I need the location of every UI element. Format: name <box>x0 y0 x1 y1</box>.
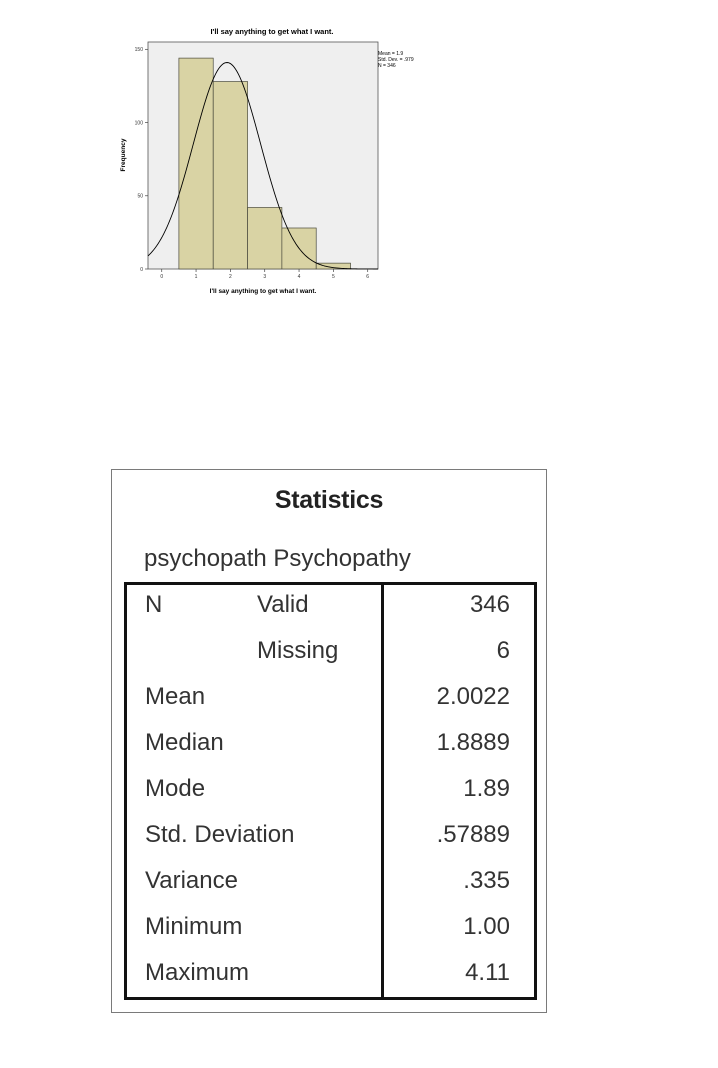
legend-n: N = 346 <box>378 63 396 69</box>
legend-std-dev: Std. Dev. = .979 <box>378 57 414 63</box>
legend <box>378 51 414 69</box>
row-label: Maximum <box>145 959 250 986</box>
row-label: Mode <box>145 775 206 802</box>
table-row <box>127 729 534 775</box>
table-row <box>127 591 534 637</box>
row-label: Median <box>145 729 224 756</box>
histogram-chart <box>105 22 440 300</box>
row-value: 1.89 <box>463 775 510 802</box>
statistics-table-panel <box>111 469 547 1013</box>
row-label: Minimum <box>145 913 243 940</box>
x-tick-label: 0 <box>160 274 164 280</box>
histogram-bar <box>213 82 247 269</box>
statistics-title: Statistics <box>274 486 384 514</box>
table-row <box>127 959 534 1005</box>
histogram-bar <box>248 207 282 269</box>
row-sublabel: Missing <box>257 637 339 664</box>
row-value: 4.11 <box>465 959 510 986</box>
x-tick-label: 3 <box>263 274 267 280</box>
statistics-subtitle: psychopath Psychopathy <box>144 545 411 572</box>
y-tick-label: 100 <box>134 120 143 127</box>
x-axis-label: I'll say anything to get what I want. <box>209 288 317 295</box>
table-row <box>127 637 534 683</box>
table-row <box>127 683 534 729</box>
row-label: N <box>145 591 163 618</box>
row-value: .57889 <box>436 821 510 848</box>
x-tick-label: 2 <box>228 274 232 280</box>
x-tick-label: 1 <box>194 274 198 280</box>
x-axis-ticks <box>160 269 369 280</box>
row-sublabel: Valid <box>257 591 309 618</box>
row-label: Mean <box>145 683 206 710</box>
x-tick-label: 6 <box>366 274 370 280</box>
histogram-bar <box>179 58 213 269</box>
table-row <box>127 821 534 867</box>
y-tick-label: 50 <box>137 193 143 200</box>
row-value: 1.8889 <box>436 729 510 756</box>
chart-title: I'll say anything to get what I want. <box>210 27 334 36</box>
row-value: 2.0022 <box>436 683 510 710</box>
table-row <box>127 913 534 959</box>
table-row <box>127 867 534 913</box>
row-value: 346 <box>469 591 510 618</box>
row-value: .335 <box>463 867 510 894</box>
legend-mean: Mean = 1.9 <box>378 51 404 57</box>
y-axis-ticks <box>135 47 148 273</box>
y-tick-label: 150 <box>134 47 143 54</box>
table-row <box>127 775 534 821</box>
x-tick-label: 4 <box>297 274 301 280</box>
y-axis-label: Frequency <box>120 138 127 172</box>
row-value: 6 <box>496 637 510 664</box>
histogram-bar <box>316 263 350 269</box>
row-value: 1.00 <box>463 913 510 940</box>
row-label: Std. Deviation <box>145 821 295 848</box>
statistics-table <box>124 582 537 1000</box>
y-tick-label: 0 <box>140 266 143 273</box>
row-label: Variance <box>145 867 238 894</box>
x-tick-label: 5 <box>331 274 335 280</box>
histogram-svg <box>105 22 440 300</box>
